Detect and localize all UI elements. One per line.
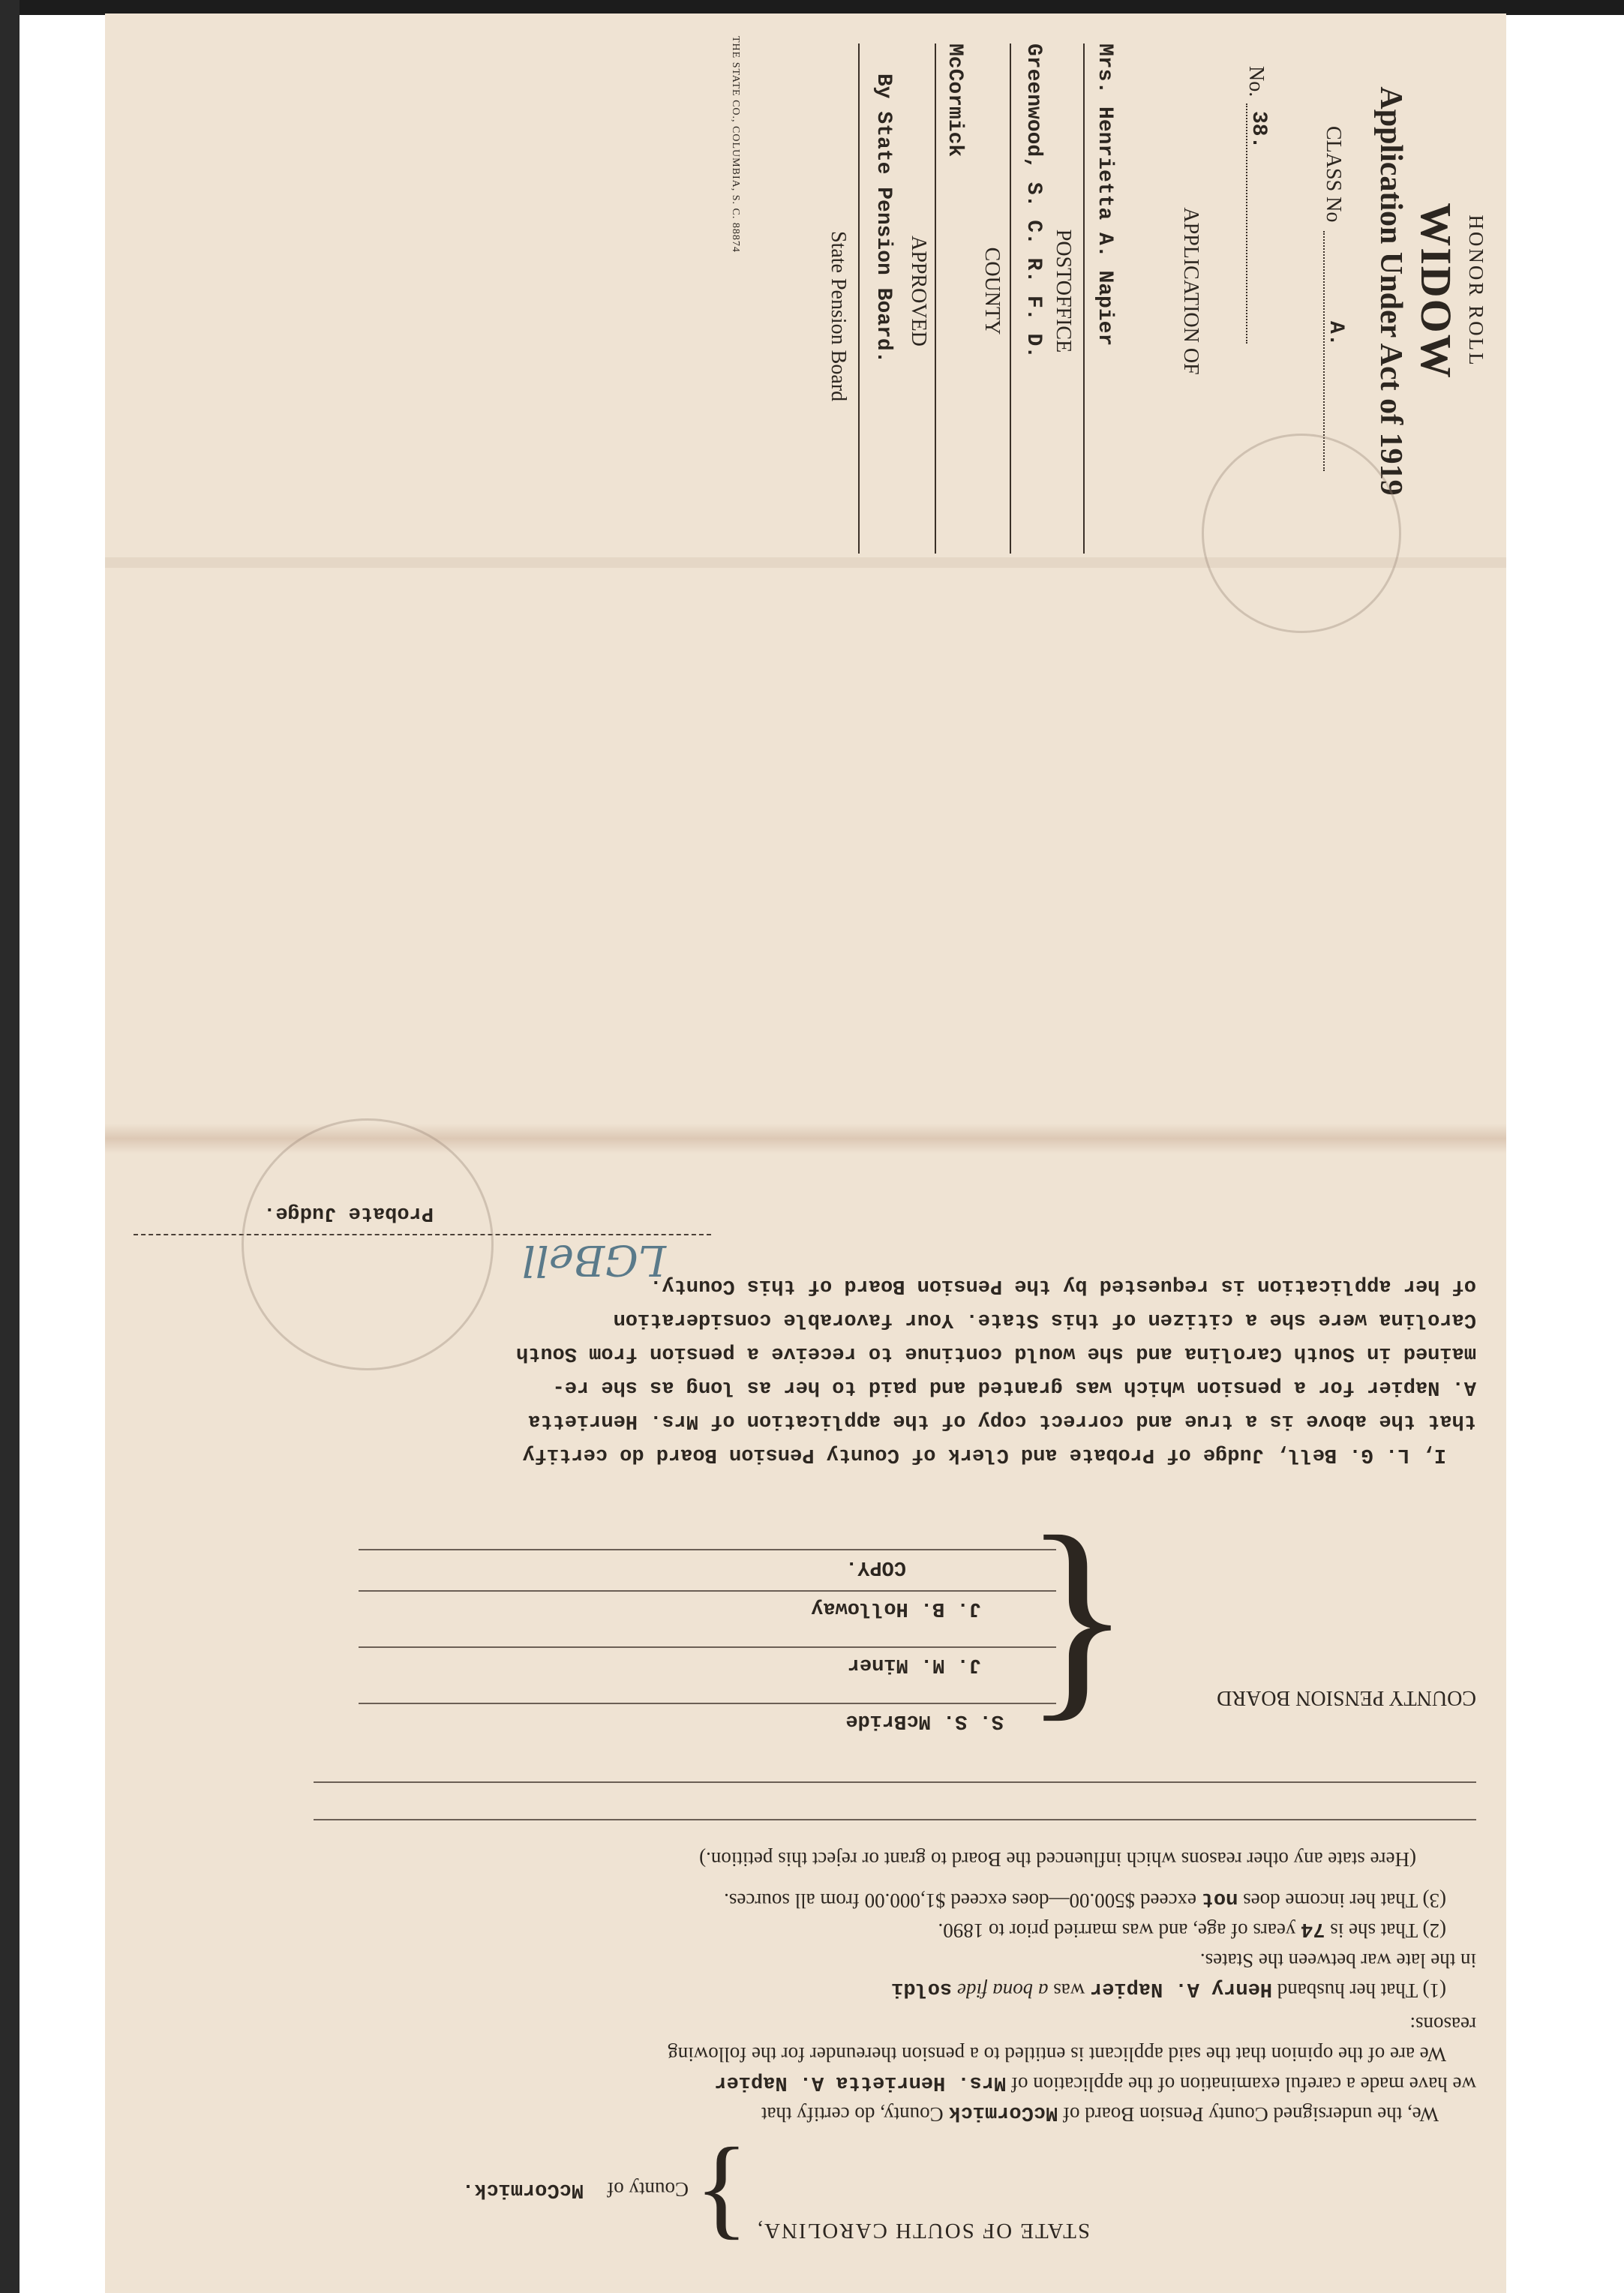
honor-roll-label: HONOR ROLL: [1465, 215, 1487, 368]
reason-1-mid: was: [1053, 1979, 1085, 2002]
board-title: COUNTY PENSION BOARD: [1217, 1686, 1476, 1709]
class-value: A.: [1324, 321, 1347, 347]
scan-left-border: [0, 0, 20, 2293]
postoffice-label: POSTOFFICE: [1052, 229, 1075, 353]
para-2-name: Mrs. Henrietta A. Napier: [714, 2071, 1007, 2093]
para-1-county: McCormick: [948, 2101, 1058, 2123]
certify-line-3: [668, 2040, 1446, 2068]
reason-3: [724, 1884, 1446, 1914]
county-of-value: McCormick.: [461, 2178, 584, 2201]
reason-3-not: not: [1201, 1887, 1238, 1910]
reason-1-suffix: a bona fide: [957, 1979, 1049, 2002]
reason-1: [891, 1974, 1446, 2004]
reason-1-word: soldi: [891, 1977, 953, 2000]
form-panel: [105, 569, 1506, 2293]
widow-title: WIDOW: [1412, 203, 1460, 380]
board-member-3: J. B. Holloway: [811, 1597, 981, 1619]
state-header: STATE OF SOUTH CAROLINA,: [755, 2219, 1090, 2243]
other-reasons-note: (Here state any other reasons which influenced the Board to grant or reject this petition.): [699, 1848, 1416, 1871]
probate-court-seal: [242, 1118, 494, 1370]
document-page: [105, 14, 1506, 2293]
certificate-line-1: I, L. G. Bell, Judge of Probate and Clerk of County Pension Board do certify: [522, 1443, 1446, 1466]
postoffice-line: [1010, 44, 1011, 554]
county-of-label: County of: [607, 2178, 689, 2201]
board-member-1-line: [359, 1703, 1056, 1704]
board-member-4-line: [359, 1549, 1056, 1550]
class-label: CLASS No: [1322, 126, 1345, 223]
county-label: COUNTY: [980, 247, 1004, 335]
reason-3-suffix: exceed $500.00—does: [1012, 1889, 1196, 1912]
para-3-prefix: We are of the opinion that the said applicant is: [1070, 2043, 1446, 2066]
number-label: No.: [1244, 66, 1268, 98]
certify-line-1: [761, 2098, 1439, 2128]
board-member-1: S. S. McBride: [845, 1709, 1004, 1732]
state-pension-board-label: State Pension Board: [827, 231, 850, 402]
reason-3-prefix: (3) That her income does: [1243, 1889, 1446, 1912]
county-value: McCormick: [943, 44, 966, 158]
certificate-line-2: that the above is a true and correct copy of the application of Mrs. Henrietta: [528, 1409, 1476, 1432]
copy-mark: COPY.: [845, 1556, 906, 1578]
reason-1-prefix: (1) That her husband: [1277, 1979, 1446, 2002]
act-title: Application Under Act of 1919: [1373, 86, 1408, 496]
applicant-name: Mrs. Henrietta A. Napier: [1093, 44, 1116, 347]
approved-label: APPROVED: [907, 236, 930, 347]
county-line: [935, 44, 936, 554]
board-member-2: J. M. Miner: [847, 1653, 981, 1676]
para-1-prefix: We, the undersigned County Pension Board of: [1062, 2103, 1439, 2126]
probate-judge-title: Probate Judge.: [263, 1202, 434, 1224]
board-member-2-line: [359, 1646, 1056, 1648]
reason-2-prefix: (2) That she is: [1330, 1919, 1446, 1942]
reason-2: [938, 1914, 1446, 1944]
printer-imprint: THE STATE CO., COLUMBIA, S. C. 88874: [730, 36, 741, 253]
cover-panel: [111, 14, 1506, 569]
approved-by: By State Pension Board.: [872, 74, 895, 364]
reasons-label: reasons:: [1409, 2013, 1476, 2036]
para-2-prefix: we have made a careful examination of the application of: [1011, 2073, 1476, 2096]
board-member-3-line: [359, 1590, 1056, 1592]
reason-2-suffix: years of age, and was married prior to 1890.: [938, 1919, 1296, 1942]
certify-line-2: [714, 2068, 1476, 2098]
applicant-line: [1083, 44, 1085, 554]
board-brace: {: [1023, 1516, 1131, 1765]
board-line: [858, 44, 860, 554]
certificate-line-6: of her application is requested by the Pension Board of this County.: [650, 1274, 1476, 1297]
reason-3-end: exceed $1,000.00 from all sources.: [724, 1889, 1007, 1912]
number-value: 38.: [1247, 111, 1270, 149]
reason-1-cont: in the late war between the States.: [1199, 1949, 1476, 1972]
certificate-line-4: mained in South Carolina and she would continue to receive a pension from South: [515, 1342, 1476, 1364]
certificate-line-3: A. Napier for a pension which was granted and paid to her as long as she re-: [552, 1376, 1476, 1398]
postoffice-value: Greenwood, S. C. R. F. D.: [1022, 44, 1045, 359]
reason-1-name: Henry A. Napier: [1090, 1977, 1273, 2000]
county-brace: }: [695, 2137, 749, 2261]
reason-2-age: 74: [1301, 1917, 1325, 1940]
para-1-suffix: County, do certify that: [761, 2103, 944, 2126]
reasons-rule-2: [314, 1781, 1476, 1783]
class-line: [1323, 231, 1325, 471]
para-3-suffix: entitled to a pension thereunder for the following: [668, 2043, 1066, 2066]
scan-top-border: [0, 0, 1624, 15]
application-of-label: APPLICATION OF: [1179, 207, 1202, 375]
judge-signature: LGBell: [521, 1235, 666, 1284]
reasons-rule-1: [314, 1819, 1476, 1820]
certificate-line-5: Carolina were she a citizen of this State. Your favorable consideration: [613, 1308, 1476, 1331]
